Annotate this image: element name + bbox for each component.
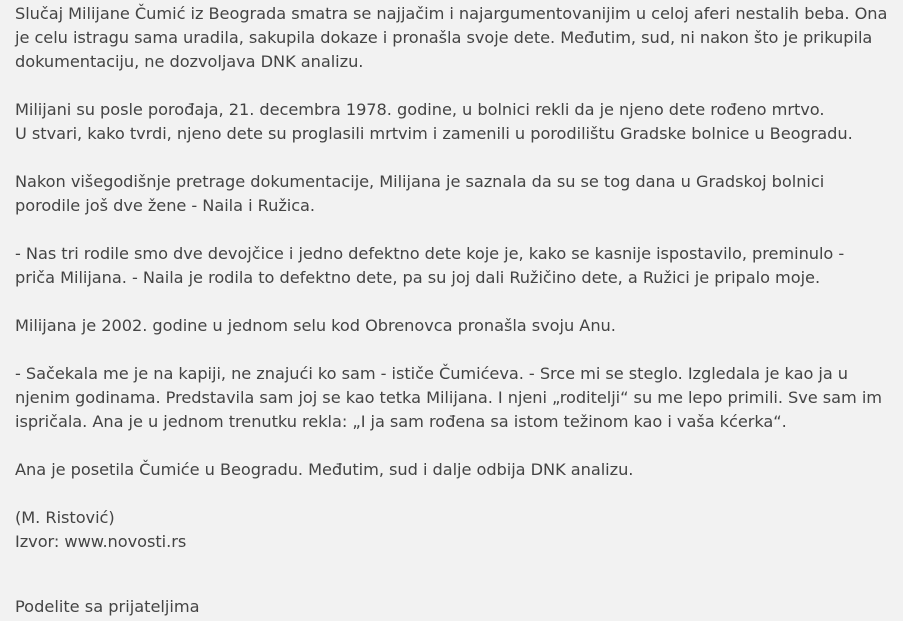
paragraph-line: njenim godinama. Predstavila sam joj se kao tetka Milijana. I njeni „roditelji“ su me lepo primili. Sve sam im [15,388,883,407]
paragraph-line: Slučaj Milijane Čumić iz Beograda smatra se najjačim i najargumentovanijim u celoj aferi nestalih beba. Ona [15,4,888,23]
paragraph-line: ispričala. Ana je u jednom trenutku rekla: „I ja sam rođena sa istom težinom kao i vaša kćerka“. [15,412,787,431]
article-credits [15,506,890,554]
paragraph-1 [15,2,890,74]
paragraph-line: U stvari, kako tvrdi, njeno dete su proglasili mrtvim i zamenili u porodilištu Gradske bolnice u Beogradu. [15,124,853,143]
paragraph-6 [15,362,890,434]
paragraph-line: je celu istragu sama uradila, sakupila dokaze i pronašla svoje dete. Međutim, sud, ni nakon što je prikupila [15,28,873,47]
paragraph-line: dokumentaciju, ne dozvoljava DNK analizu. [15,52,364,71]
paragraph-7 [15,458,890,482]
paragraph-line: Ana je posetila Čumiće u Beogradu. Međutim, sud i dalje odbija DNK analizu. [15,460,634,479]
paragraph-line: Milijani su posle porođaja, 21. decembra 1978. godine, u bolnici rekli da je njeno dete rođeno mrtvo. [15,100,825,119]
paragraph-line: priča Milijana. - Naila je rodila to defektno dete, pa su joj dali Ružičino dete, a Ružici je pripalo moje. [15,268,821,287]
paragraph-5 [15,314,890,338]
paragraph-4 [15,242,890,290]
source-credit: Izvor: www.novosti.rs [15,532,187,551]
paragraph-line: - Sačekala me je na kapiji, ne znajući ko sam - ističe Čumićeva. - Srce mi se steglo. Izgledala je kao ja u [15,364,849,383]
share-heading: Podelite sa prijateljima [15,597,200,616]
paragraph-3 [15,170,890,218]
paragraph-2 [15,98,890,146]
paragraph-line: porodile još dve žene - Naila i Ružica. [15,196,316,215]
paragraph-line: - Nas tri rodile smo dve devojčice i jedno defektno dete koje je, kako se kasnije ispostavilo, preminulo - [15,244,845,263]
article-body [15,2,890,554]
author-credit: (M. Ristović) [15,508,115,527]
paragraph-line: Milijana je 2002. godine u jednom selu kod Obrenovca pronašla svoju Anu. [15,316,616,335]
paragraph-line: Nakon višegodišnje pretrage dokumentacije, Milijana je saznala da su se tog dana u Gradskoj bolnici [15,172,825,191]
